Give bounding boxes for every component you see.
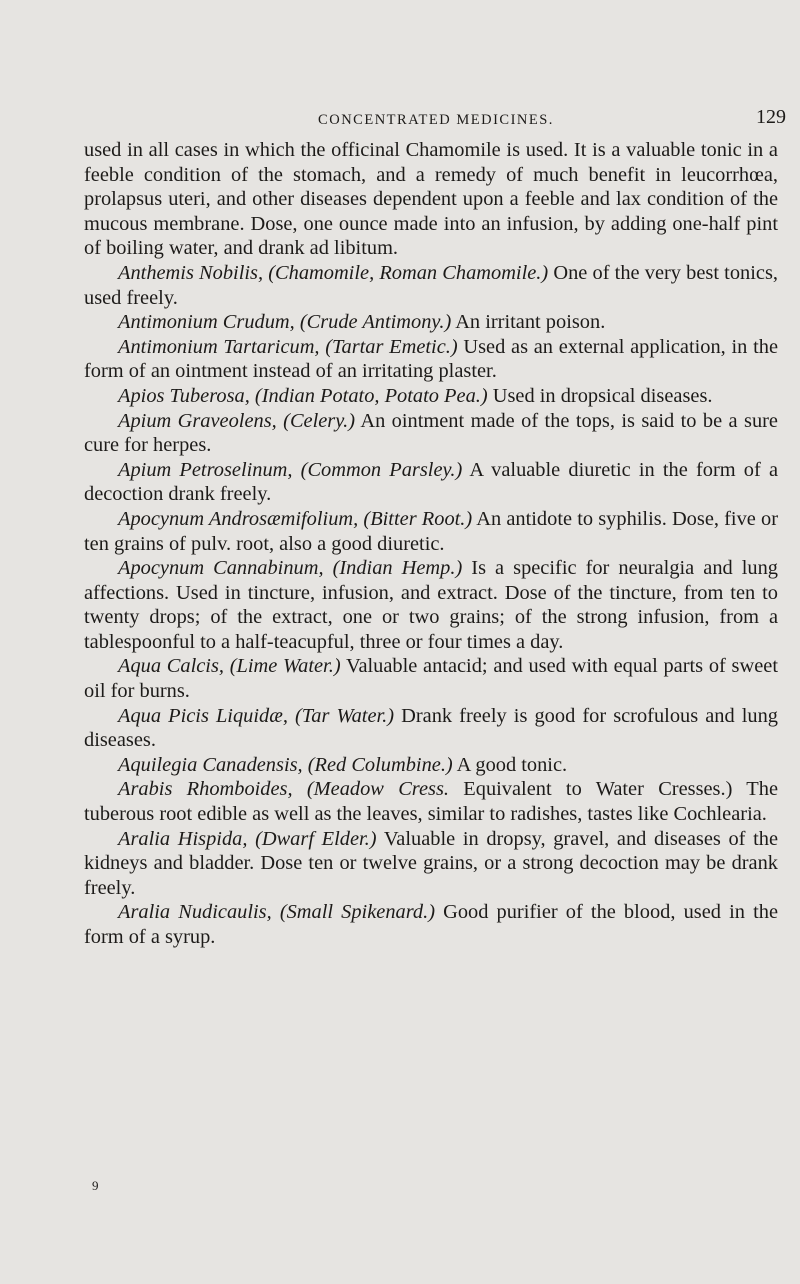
entry-name: Arabis Rhomboides, (Meadow Cress. (118, 778, 449, 801)
entry-description: Used as an external application, in the form of an ointment instead of an irritating plaster. (84, 335, 778, 383)
entry-description: Valuable antacid; and used with equal parts of sweet oil for burns. (84, 655, 778, 703)
entry-name: Aqua Calcis, (Lime Water.) (118, 655, 341, 678)
entry-arabis-rhomboides (84, 777, 778, 826)
entry-apium-graveolens (84, 409, 778, 458)
entry-apocynum-cannabinum (84, 556, 778, 654)
running-title: CONCENTRATED MEDICINES. (318, 112, 554, 128)
entry-antimonium-crudum (84, 310, 778, 335)
entry-description: Drank freely is good for scrofulous and lung diseases. (84, 704, 778, 752)
signature-mark: 9 (92, 1178, 99, 1193)
entry-description: A good tonic. (452, 753, 568, 776)
entry-description: Used in dropsical diseases. (487, 384, 713, 407)
entry-name: Apium Graveolens, (Celery.) (118, 409, 356, 432)
page-number: 129 (756, 106, 786, 128)
entry-description: Is a specific for neuralgia and lung affections. Used in tincture, infusion, and extract. Dose of the tincture, from ten to twenty drops; of the extract, one or two grains; of the strong infusion, from a tablespoonful to a half-teacupful, three or four times a day. (84, 557, 778, 653)
entry-description: One of the very best tonics, used freely. (84, 261, 778, 309)
entry-name: Antimonium Tartaricum, (Tartar Emetic.) (118, 335, 458, 358)
entry-aqua-calcis (84, 654, 778, 703)
entry-description: An irritant poison. (451, 311, 606, 334)
entry-description: An antidote to syphilis. Dose, five or ten grains of pulv. root, also a good diuretic. (84, 507, 779, 555)
entry-apium-petroselinum (84, 458, 778, 507)
entry-name: Aralia Nudicaulis, (Small Spikenard.) (118, 901, 435, 924)
entry-description: Valuable in dropsy, gravel, and diseases of the kidneys and bladder. Dose ten or twelve grains, or a strong decoction may be drank freely. (84, 827, 779, 899)
entry-anthemis-nobilis (84, 261, 778, 310)
entry-aralia-nudicaulis (84, 900, 778, 949)
entry-description: Equivalent to Water Cresses.) The tuberous root edible as well as the leaves, similar to radishes, tastes like Cochlearia. (84, 778, 779, 826)
entry-description: Good purifier of the blood, used in the form of a syrup. (84, 901, 778, 948)
entry-aquilegia-canadensis (84, 753, 778, 778)
paragraph-text: used in all cases in which the officinal Chamomile is used. It is a valuable tonic in a feeble condition of the stomach, and a remedy of much benefit in leucorrhœa, prolapsus uteri, and other diseases dependent upon a feeble and lax condition of the mucous membrane. Dose, one ounce made into an infusion, by adding one-half pint of boiling water, and drank ad libitum. (84, 139, 778, 260)
entry-name: Aqua Picis Liquidæ, (Tar Water.) (118, 704, 395, 727)
entry-name: Apocynum Androsæmifolium, (Bitter Root.) (118, 507, 473, 530)
entry-name: Aquilegia Canadensis, (Red Columbine.) (118, 753, 453, 776)
entry-name: Apios Tuberosa, (Indian Potato, Potato Pea.) (118, 384, 488, 407)
entry-name: Apocynum Cannabinum, (Indian Hemp.) (118, 557, 463, 580)
entry-name: Anthemis Nobilis, (Chamomile, Roman Chamomile.) (118, 261, 549, 284)
entry-aqua-picis-liquidae (84, 704, 778, 753)
entry-description: An ointment made of the tops, is said to be a sure cure for herpes. (84, 409, 778, 457)
page-body (84, 138, 778, 950)
running-head (84, 106, 786, 134)
entry-aralia-hispida (84, 827, 778, 901)
entry-description: A valuable diuretic in the form of a decoction drank freely. (84, 458, 778, 506)
paragraph-chamomile-continued (84, 138, 778, 261)
entry-name: Antimonium Crudum, (Crude Antimony.) (118, 311, 452, 334)
entry-apios-tuberosa (84, 384, 778, 409)
entry-antimonium-tartaricum (84, 335, 778, 384)
entry-name: Apium Petroselinum, (Common Parsley.) (118, 458, 463, 481)
entry-apocynum-androsaemifolium (84, 507, 778, 556)
entry-name: Aralia Hispida, (Dwarf Elder.) (118, 827, 377, 850)
